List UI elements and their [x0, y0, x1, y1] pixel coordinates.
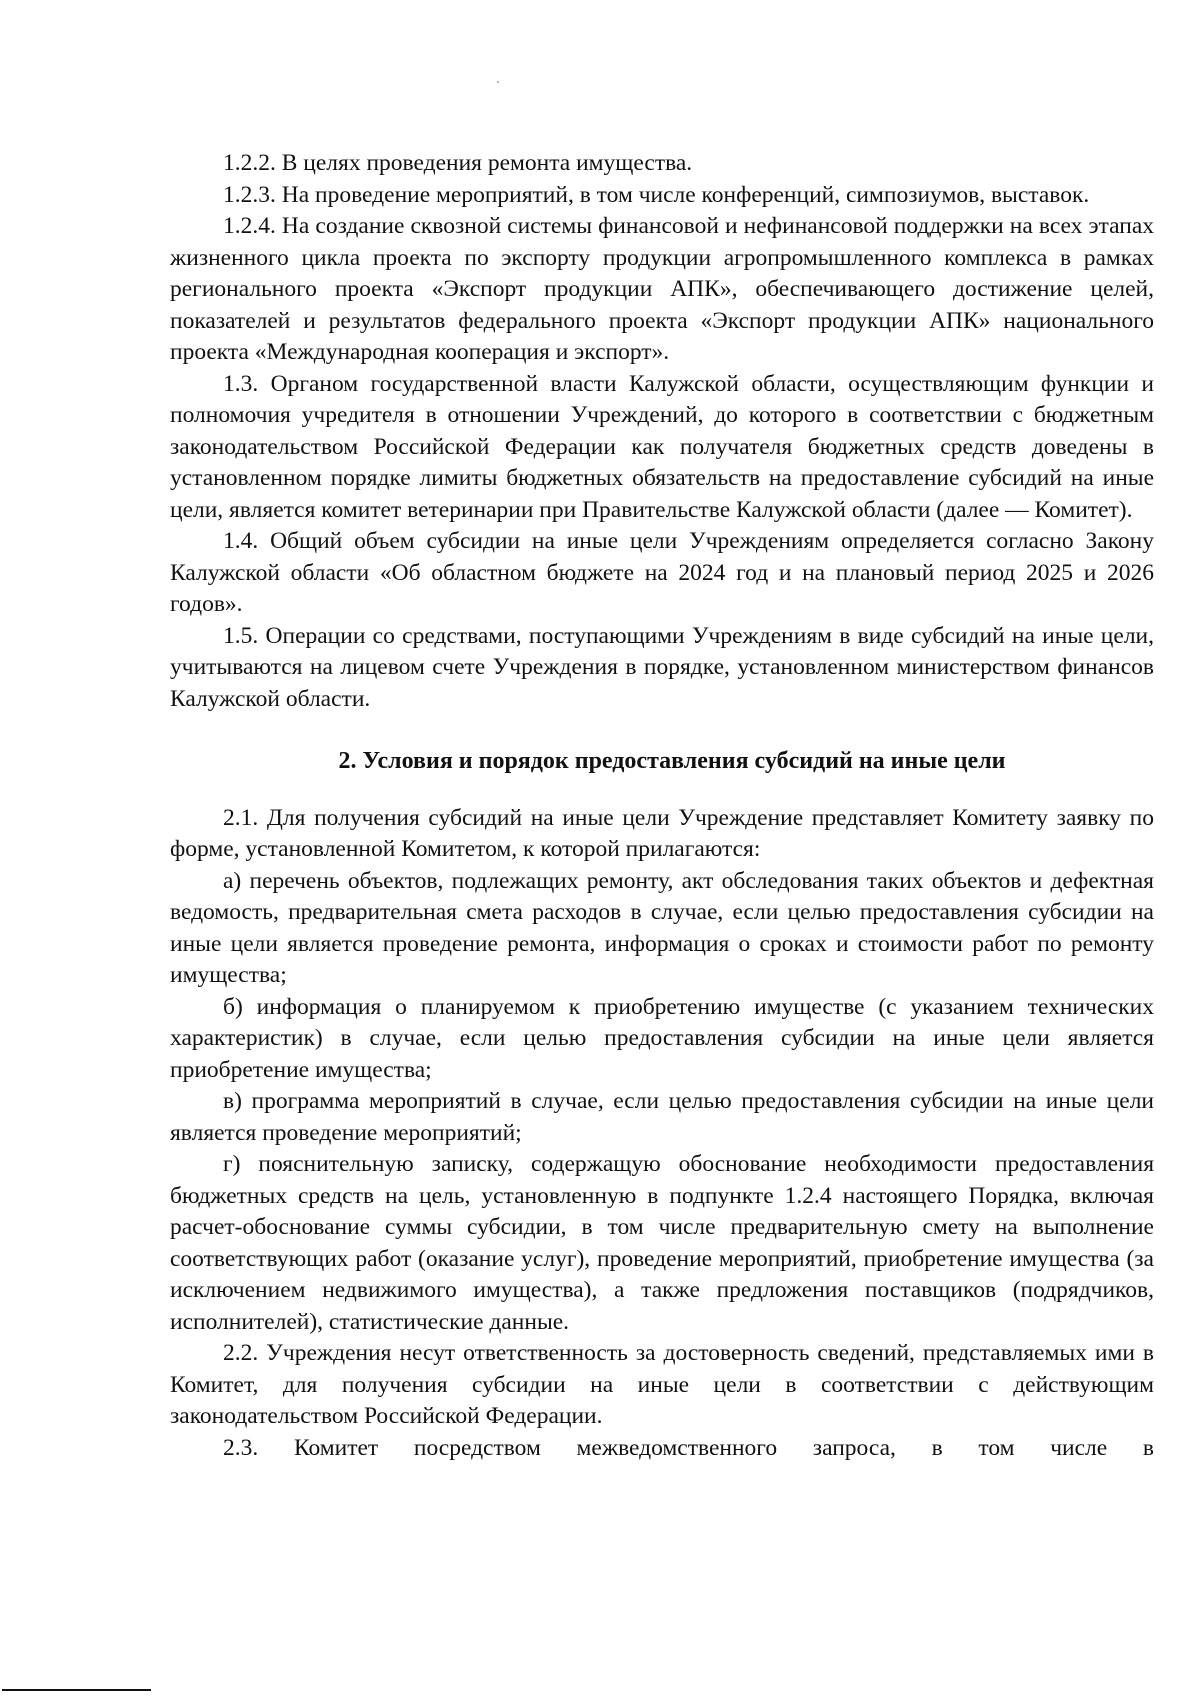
document-body — [170, 148, 1154, 1464]
paragraph-1-2-4: 1.2.4. На создание сквозной системы финансовой и нефинансовой поддержки на всех этапах жизненного цикла проекта по экспорту продукции агропромышленного комплекса в рамках регионального проекта «Экспорт продукции АПК», обеспечивающего достижение целей, показателей и результатов федерального проекта «Экспорт продукции АПК» национального проекта «Международная кооперация и экспорт». — [170, 213, 1154, 365]
paragraph-1-2-2: 1.2.2. В целях проведения ремонта имущества. — [223, 150, 693, 176]
paragraph-1-5: 1.5. Операции со средствами, поступающими Учреждениям в виде субсидий на иные цели, учитываются на лицевом счете Учреждения в порядке, установленном министерством финансов Калужской области. — [170, 622, 1154, 712]
paragraph-1-3: 1.3. Органом государственной власти Калужской области, осуществляющим функции и полномочия учредителя в отношении Учреждений, до которого в соответствии с бюджетным законодательством Российской Федерации как получателя бюджетных средств доведены в установленном порядке лимиты бюджетных обязательств на предоставление субсидий на иные цели, является комитет ветеринарии при Правительстве Калужской области (далее — Комитет). — [170, 370, 1154, 523]
paragraph-2-1-a: а) перечень объектов, подлежащих ремонту, акт обследования таких объектов и дефектная ведомость, предварительная смета расходов в случае, если целью предоставления субсидии на иные цели является проведение ремонта, информация о сроках и стоимости работ по ремонту имущества; — [170, 867, 1154, 988]
paragraph-2-1-v: в) программа мероприятий в случае, если целью предоставления субсидии на иные цели является проведение мероприятий; — [170, 1088, 1154, 1146]
paragraph-2-1: 2.1. Для получения субсидий на иные цели Учреждение представляет Комитету заявку по форме, установленной Комитетом, к которой прилагаются: — [170, 804, 1154, 862]
paragraph-1-4: 1.4. Общий объем субсидии на иные цели Учреждениям определяется согласно Закону Калужской области «Об областном бюджете на 2024 год и на плановый период 2025 и 2026 годов». — [170, 528, 1154, 617]
scan-dot — [497, 81, 499, 83]
paragraph-2-2: 2.2. Учреждения несут ответственность за достоверность сведений, представляемых ими в Комитет, для получения субсидии на иные цели в соответствии с действующим законодательством Российской Федерации. — [170, 1340, 1154, 1429]
paragraph-2-1-g: г) пояснительную записку, содержащую обоснование необходимости предоставления бюджетных средств на цель, установленную в подпункте 1.2.4 настоящего Порядка, включая расчет-обоснование суммы субсидии, в том числе предварительную смету на выполнение соответствующих работ (оказание услуг), проведение мероприятий, приобретение имущества (за исключением недвижимого имущества), а также предложения поставщиков (подрядчиков, исполнителей), статистические данные. — [170, 1151, 1154, 1335]
paragraph-2-3: 2.3. Комитет посредством межведомственного запроса, в том числе в — [223, 1434, 1154, 1461]
footnote-separator — [2, 1689, 151, 1691]
paragraph-2-1-b: б) информация о планируемом к приобретению имуществе (с указанием технических характеристик) в случае, если целью предоставления субсидии на иные цели является приобретение имущества; — [170, 993, 1154, 1083]
paragraph-1-2-3: 1.2.3. На проведение мероприятий, в том числе конференций, симпозиумов, выставок. — [223, 181, 1090, 208]
section-heading: 2. Условия и порядок предоставления субсидий на иные цели — [338, 748, 1006, 774]
